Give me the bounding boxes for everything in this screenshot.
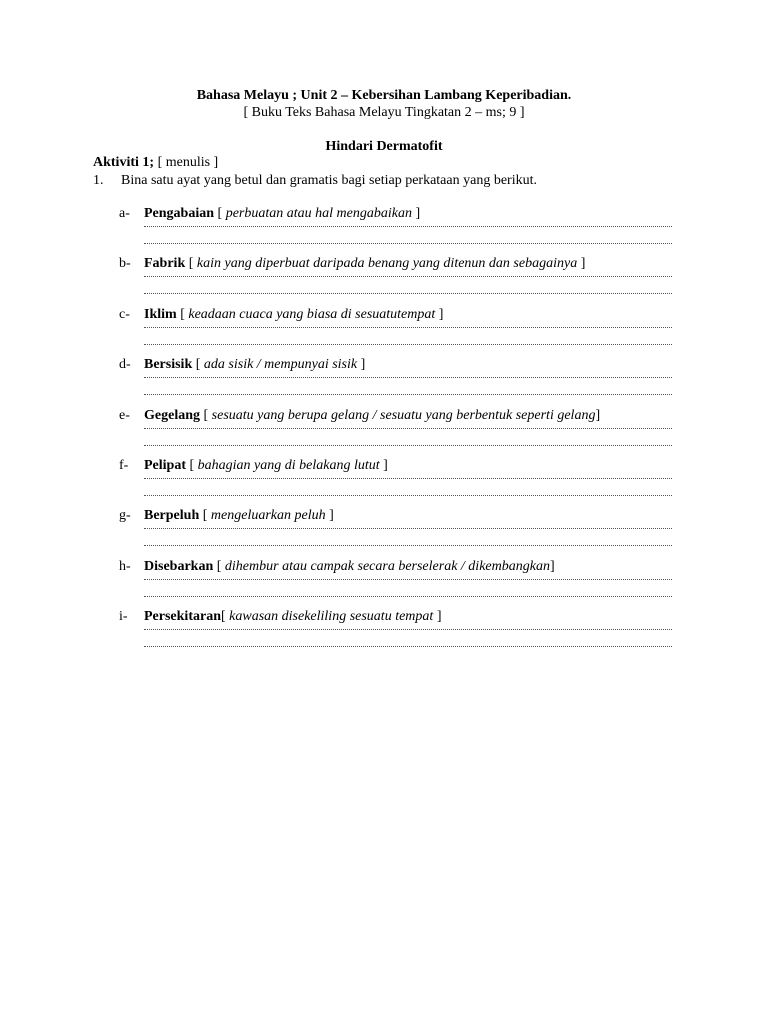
item-word: Iklim: [144, 306, 177, 322]
item-word: Gegelang: [144, 407, 200, 423]
item-close-bracket: ]: [435, 306, 444, 322]
answer-line[interactable]: [144, 428, 672, 430]
answer-line[interactable]: [144, 226, 672, 228]
item-open-bracket: [: [199, 508, 211, 524]
document-title: Bahasa Melayu ; Unit 2 – Kebersihan Lambang Keperibadian.: [196, 88, 572, 103]
item-word: Pelipat: [144, 458, 186, 473]
item-open-bracket: [: [213, 558, 225, 574]
item-word: Disebarkan: [144, 558, 214, 574]
item-definition: [144, 458, 388, 474]
item-open-bracket: [: [192, 357, 204, 373]
answer-line[interactable]: [144, 377, 672, 379]
vocabulary-item: [119, 206, 679, 256]
item-definition: [144, 559, 555, 575]
answer-line[interactable]: [144, 394, 672, 396]
activity-label: Aktiviti 1;: [93, 155, 155, 170]
item-definition: [144, 408, 600, 424]
answer-line[interactable]: [144, 545, 672, 547]
item-open-bracket: [: [186, 458, 198, 473]
item-open-bracket: [: [220, 609, 230, 625]
item-meaning: keadaan cuaca yang biasa di sesuatutempat: [188, 306, 436, 322]
item-meaning: kawasan disekeliling sesuatu tempat: [229, 609, 434, 625]
vocabulary-item: [119, 559, 679, 609]
item-close-bracket: ]: [549, 558, 555, 574]
item-meaning: sesuatu yang berupa gelang / sesuatu yang berbentuk seperti gelang: [211, 407, 596, 423]
item-letter: d-: [119, 357, 131, 373]
item-meaning: bahagian yang di belakang lutut: [197, 458, 380, 473]
item-word: Pengabaian: [144, 206, 215, 221]
item-close-bracket: ]: [433, 609, 442, 625]
vocabulary-item: [119, 508, 679, 558]
answer-line[interactable]: [144, 344, 672, 346]
answer-line[interactable]: [144, 629, 672, 631]
vocabulary-item: [119, 256, 679, 306]
vocabulary-item: [119, 408, 679, 458]
item-meaning: mengeluarkan peluh: [210, 508, 326, 524]
item-word: Berpeluh: [144, 508, 200, 524]
item-letter: a-: [119, 206, 130, 221]
answer-line[interactable]: [144, 495, 672, 497]
answer-line[interactable]: [144, 596, 672, 598]
item-meaning: dihembur atau campak secara berselerak / dikembangkan: [224, 558, 550, 574]
item-open-bracket: [: [200, 407, 212, 423]
answer-line[interactable]: [144, 478, 672, 480]
item-close-bracket: ]: [379, 458, 388, 473]
answer-line[interactable]: [144, 579, 672, 581]
answer-line[interactable]: [144, 445, 672, 447]
vocabulary-item: [119, 357, 679, 407]
answer-line[interactable]: [144, 528, 672, 530]
item-meaning: kain yang diperbuat daripada benang yang ditenun dan sebagainya: [196, 256, 578, 272]
item-definition: [144, 206, 420, 222]
vocabulary-item: [119, 609, 679, 659]
answer-line[interactable]: [144, 243, 672, 245]
item-open-bracket: [: [214, 206, 226, 221]
document-subtitle: [ Buku Teks Bahasa Melayu Tingkatan 2 – ms; 9 ]: [243, 105, 525, 120]
answer-line[interactable]: [144, 276, 672, 278]
item-definition: [144, 508, 334, 524]
answer-line[interactable]: [144, 327, 672, 329]
item-open-bracket: [: [185, 256, 197, 272]
item-close-bracket: ]: [595, 407, 601, 423]
item-definition: [144, 307, 443, 323]
question-number: 1.: [93, 173, 104, 188]
item-letter: b-: [119, 256, 131, 272]
item-letter: h-: [119, 558, 131, 574]
item-letter: f-: [119, 458, 129, 473]
item-letter: c-: [119, 306, 130, 322]
item-close-bracket: ]: [411, 206, 421, 221]
item-word: Persekitaran: [144, 609, 221, 625]
item-word: Bersisik: [144, 357, 193, 373]
section-title: Hindari Dermatofit: [325, 139, 443, 154]
answer-line[interactable]: [144, 293, 672, 295]
item-meaning: ada sisik / mempunyai sisik: [203, 357, 358, 373]
item-letter: e-: [119, 407, 130, 423]
activity-heading: [93, 155, 218, 171]
item-close-bracket: ]: [357, 357, 366, 373]
item-word: Fabrik: [144, 256, 186, 272]
activity-note: [ menulis ]: [154, 155, 219, 170]
item-close-bracket: ]: [577, 256, 586, 272]
item-letter: i-: [119, 609, 128, 625]
item-meaning: perbuatan atau hal mengabaikan: [225, 206, 412, 221]
item-definition: [144, 609, 441, 625]
item-letter: g-: [119, 508, 131, 524]
question-instruction: Bina satu ayat yang betul dan gramatis bagi setiap perkataan yang berikut.: [121, 173, 537, 188]
item-close-bracket: ]: [325, 508, 334, 524]
vocabulary-item: [119, 458, 679, 508]
item-definition: [144, 357, 365, 373]
item-open-bracket: [: [176, 306, 189, 322]
vocabulary-item: [119, 307, 679, 357]
answer-line[interactable]: [144, 646, 672, 648]
item-definition: [144, 256, 585, 272]
